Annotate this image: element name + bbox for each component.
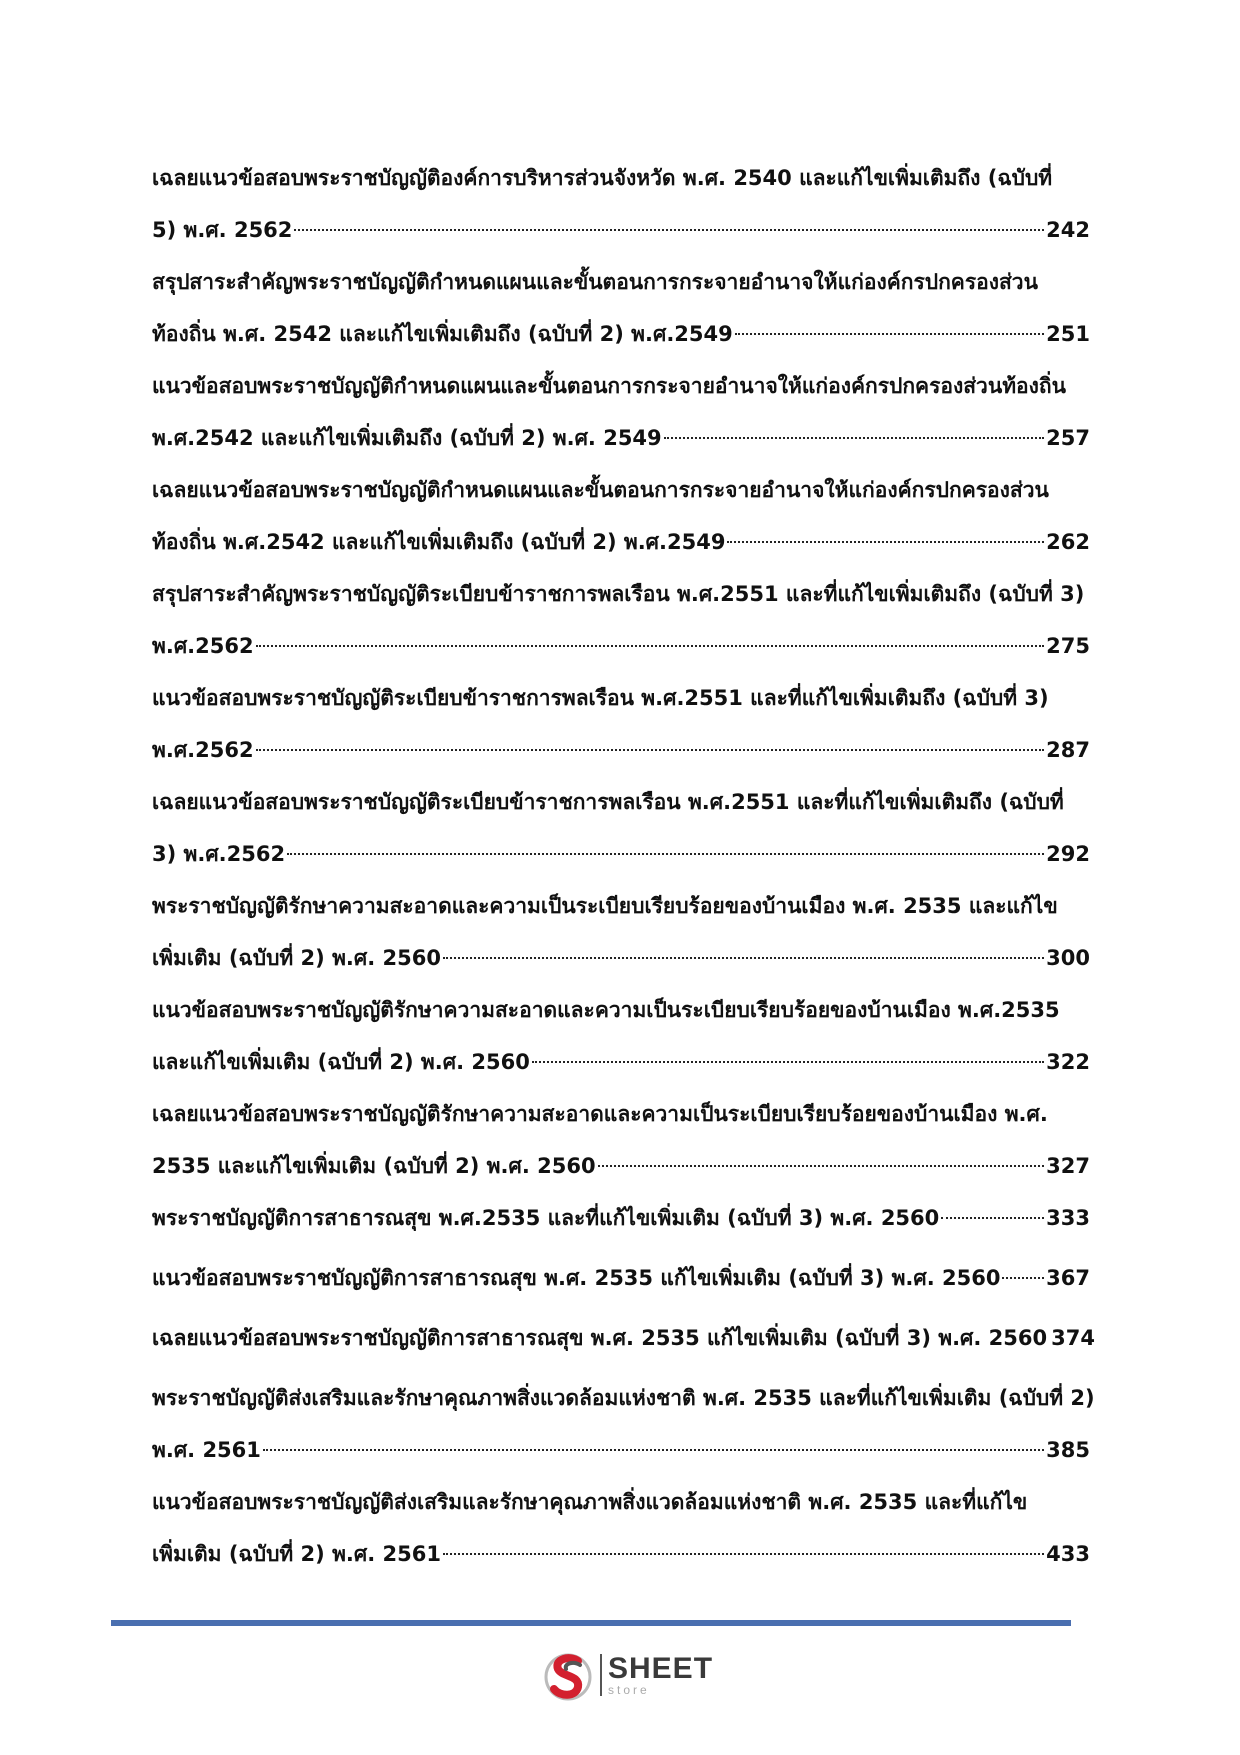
toc-entry-final-line (152, 204, 1090, 256)
toc-page-number: 262 (1046, 530, 1090, 554)
sheet-store-logo-icon (540, 1647, 596, 1703)
toc-entry-title-end: ท้องถิ่น พ.ศ.2542 และแก้ไขเพิ่มเติมถึง (ฉบับที่ 2) พ.ศ.2549 (152, 530, 726, 554)
toc-entry-title-end: พ.ศ.2562 (152, 738, 254, 762)
toc-page-number: 275 (1046, 634, 1090, 658)
dot-leader (735, 332, 1044, 335)
toc-entry-title-end: แนวข้อสอบพระราชบัญญัติการสาธารณสุข พ.ศ. 2535 แก้ไขเพิ่มเติม (ฉบับที่ 3) พ.ศ. 2560 (152, 1266, 1001, 1290)
toc-page-number: 300 (1046, 946, 1090, 970)
toc-entry-final-line (152, 412, 1090, 464)
toc-page-number: 327 (1046, 1154, 1090, 1178)
toc-entry-title-end: 3) พ.ศ.2562 (152, 842, 286, 866)
toc-entry-title-line: เฉลยแนวข้อสอบพระราชบัญญัติระเบียบข้าราชการพลเรือน พ.ศ.2551 และที่แก้ไขเพิ่มเติมถึง (ฉบับที่ (152, 790, 1064, 814)
logo-subword: store (608, 1683, 650, 1697)
toc-page-number: 333 (1046, 1206, 1090, 1230)
toc-page-number: 292 (1046, 842, 1090, 866)
dot-leader (256, 644, 1045, 647)
toc-entry[interactable] (152, 1312, 1095, 1364)
toc-entry-final-line (152, 516, 1090, 568)
toc-entry[interactable] (152, 464, 1090, 568)
dot-leader (263, 1448, 1044, 1451)
toc-entry-title-end: พ.ศ.2542 และแก้ไขเพิ่มเติมถึง (ฉบับที่ 2) พ.ศ. 2549 (152, 426, 662, 450)
toc-entry-title-line: แนวข้อสอบพระราชบัญญัติรักษาความสะอาดและความเป็นระเบียบเรียบร้อยของบ้านเมือง พ.ศ.2535 (152, 998, 1060, 1022)
toc-page-number: 287 (1046, 738, 1090, 762)
dot-leader (443, 1552, 1044, 1555)
dot-leader (664, 436, 1044, 439)
dot-leader (598, 1164, 1045, 1167)
toc-entry-title-end: 2535 และแก้ไขเพิ่มเติม (ฉบับที่ 2) พ.ศ. 2560 (152, 1154, 596, 1178)
toc-entry-title-end: เพิ่มเติม (ฉบับที่ 2) พ.ศ. 2561 (152, 1542, 441, 1566)
toc-entry-title-end: 5) พ.ศ. 2562 (152, 218, 293, 242)
toc-entry[interactable] (152, 1252, 1090, 1304)
toc-entry-final-line (152, 620, 1090, 672)
toc-entry-final-line (152, 1036, 1090, 1088)
toc-page-number: 242 (1046, 218, 1090, 242)
toc-page-number: 433 (1046, 1542, 1090, 1566)
toc-entry[interactable] (152, 672, 1090, 776)
toc-entry[interactable] (152, 1372, 1095, 1476)
toc-entry[interactable] (152, 1476, 1090, 1580)
toc-page-number: 367 (1046, 1266, 1090, 1290)
toc-entry-final-line (152, 1312, 1095, 1364)
dot-leader (294, 228, 1044, 231)
toc-page-number: 257 (1046, 426, 1090, 450)
toc-entry[interactable] (152, 1192, 1090, 1244)
toc-entry-title-line: แนวข้อสอบพระราชบัญญัติส่งเสริมและรักษาคุณภาพสิ่งแวดล้อมแห่งชาติ พ.ศ. 2535 และที่แก้ไข (152, 1490, 1028, 1514)
toc-entry-final-line (152, 308, 1090, 360)
toc-entry-final-line (152, 1192, 1090, 1244)
toc-entry[interactable] (152, 152, 1090, 256)
toc-entry[interactable] (152, 776, 1090, 880)
toc-entry-final-line (152, 724, 1090, 776)
toc-entry-title-end: เฉลยแนวข้อสอบพระราชบัญญัติการสาธารณสุข พ.ศ. 2535 แก้ไขเพิ่มเติม (ฉบับที่ 3) พ.ศ. 2560 (152, 1326, 1048, 1350)
toc-entry-title-line: แนวข้อสอบพระราชบัญญัติกำหนดแผนและขั้นตอนการกระจายอำนาจให้แก่องค์กรปกครองส่วนท้องถิ่น (152, 374, 1066, 398)
toc-entry[interactable] (152, 880, 1090, 984)
toc-page-number: 322 (1046, 1050, 1090, 1074)
toc-entry-final-line (152, 828, 1090, 880)
toc-page-number: 374 (1051, 1326, 1095, 1350)
dot-leader (941, 1216, 1044, 1219)
toc-entry[interactable] (152, 256, 1090, 360)
dot-leader (256, 748, 1045, 751)
dot-leader (287, 852, 1044, 855)
toc-entry-title-line: สรุปสาระสำคัญพระราชบัญญัติระเบียบข้าราชการพลเรือน พ.ศ.2551 และที่แก้ไขเพิ่มเติมถึง (ฉบับที่ 3) (152, 582, 1085, 606)
toc-entry-final-line (152, 1424, 1090, 1476)
toc-entry-final-line (152, 1252, 1090, 1304)
toc-entry-title-line: เฉลยแนวข้อสอบพระราชบัญญัติรักษาความสะอาดและความเป็นระเบียบเรียบร้อยของบ้านเมือง พ.ศ. (152, 1102, 1048, 1126)
logo-separator (600, 1654, 602, 1696)
dot-leader (443, 956, 1044, 959)
dot-leader (532, 1060, 1044, 1063)
toc-entry[interactable] (152, 984, 1090, 1088)
toc-page-number: 251 (1046, 322, 1090, 346)
toc-entry-title-line: พระราชบัญญัติส่งเสริมและรักษาคุณภาพสิ่งแวดล้อมแห่งชาติ พ.ศ. 2535 และที่แก้ไขเพิ่มเติม (ฉบับที่ 2) (152, 1386, 1095, 1410)
toc-entry-title-line: เฉลยแนวข้อสอบพระราชบัญญัติกำหนดแผนและขั้นตอนการกระจายอำนาจให้แก่องค์กรปกครองส่วน (152, 478, 1049, 502)
dot-leader (1002, 1276, 1044, 1279)
toc-entry-title-end: พ.ศ. 2561 (152, 1438, 261, 1462)
logo-word: SHEET (608, 1652, 714, 1685)
toc-entry-title-end: ท้องถิ่น พ.ศ. 2542 และแก้ไขเพิ่มเติมถึง (ฉบับที่ 2) พ.ศ.2549 (152, 322, 733, 346)
toc-entry-title-line: พระราชบัญญัติรักษาความสะอาดและความเป็นระเบียบเรียบร้อยของบ้านเมือง พ.ศ. 2535 และแก้ไข (152, 894, 1058, 918)
toc-entry[interactable] (152, 1088, 1090, 1192)
toc-entry-title-line: สรุปสาระสำคัญพระราชบัญญัติกำหนดแผนและขั้นตอนการกระจายอำนาจให้แก่องค์กรปกครองส่วน (152, 270, 1038, 294)
table-of-contents (152, 152, 1095, 1580)
toc-entry-title-end: พระราชบัญญัติการสาธารณสุข พ.ศ.2535 และที่แก้ไขเพิ่มเติม (ฉบับที่ 3) พ.ศ. 2560 (152, 1206, 940, 1230)
toc-entry-title-end: เพิ่มเติม (ฉบับที่ 2) พ.ศ. 2560 (152, 946, 441, 970)
logo-text (608, 1654, 713, 1696)
toc-entry[interactable] (152, 568, 1090, 672)
footer-divider (111, 1620, 1071, 1626)
toc-entry-final-line (152, 1528, 1090, 1580)
dot-leader (727, 540, 1044, 543)
sheet-store-logo (540, 1645, 713, 1705)
toc-entry-title-end: พ.ศ.2562 (152, 634, 254, 658)
toc-entry-final-line (152, 1140, 1090, 1192)
toc-entry-final-line (152, 932, 1090, 984)
toc-entry-title-line: เฉลยแนวข้อสอบพระราชบัญญัติองค์การบริหารส่วนจังหวัด พ.ศ. 2540 และแก้ไขเพิ่มเติมถึง (ฉบับที่ (152, 166, 1053, 190)
toc-entry[interactable] (152, 360, 1090, 464)
toc-page-number: 385 (1046, 1438, 1090, 1462)
toc-entry-title-end: และแก้ไขเพิ่มเติม (ฉบับที่ 2) พ.ศ. 2560 (152, 1050, 530, 1074)
toc-entry-title-line: แนวข้อสอบพระราชบัญญัติระเบียบข้าราชการพลเรือน พ.ศ.2551 และที่แก้ไขเพิ่มเติมถึง (ฉบับที่ 3) (152, 686, 1049, 710)
